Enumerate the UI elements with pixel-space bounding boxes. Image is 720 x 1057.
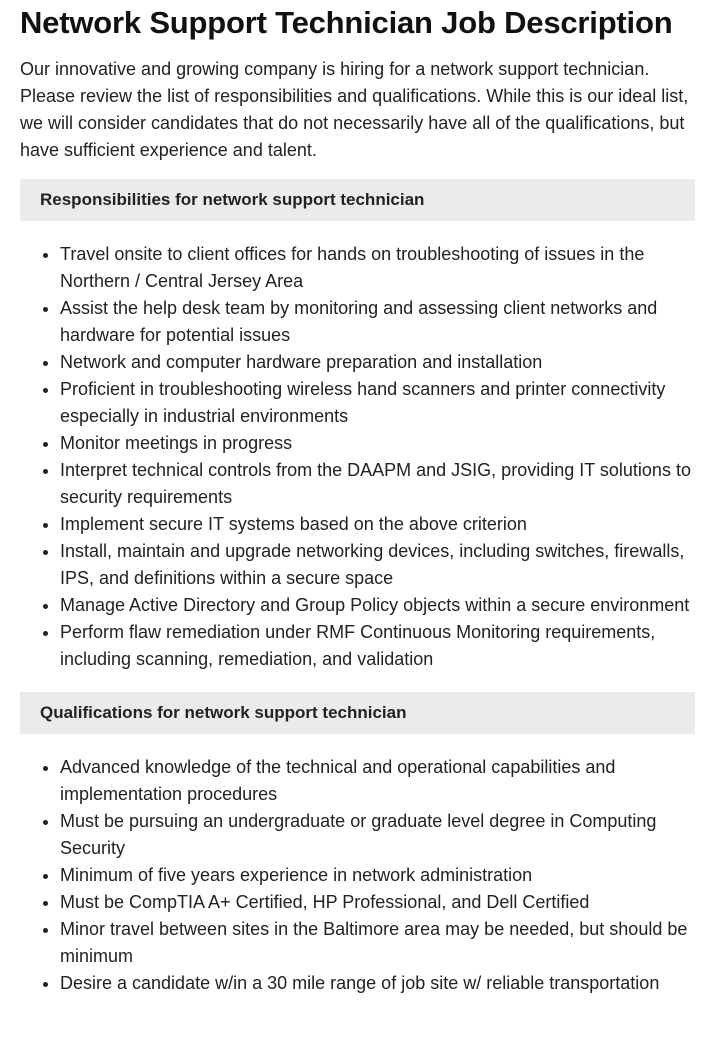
qualifications-list (20, 754, 695, 997)
list-item: • Minor travel between sites in the Baltimore area may be needed, but should be minimum (60, 916, 695, 970)
list-item: • Assist the help desk team by monitoring and assessing client networks and hardware for potential issues (60, 295, 695, 349)
list-item: • Network and computer hardware preparation and installation (60, 349, 695, 376)
list-item: • Desire a candidate w/in a 30 mile range of job site w/ reliable transportation (60, 970, 695, 997)
list-item: • Must be pursuing an undergraduate or graduate level degree in Computing Security (60, 808, 695, 862)
list-item: • Install, maintain and upgrade networking devices, including switches, firewalls, IPS, and definitions within a secure space (60, 538, 695, 592)
list-item: • Advanced knowledge of the technical and operational capabilities and implementation procedures (60, 754, 695, 808)
list-item: • Manage Active Directory and Group Policy objects within a secure environment (60, 592, 695, 619)
list-item: • Must be CompTIA A+ Certified, HP Professional, and Dell Certified (60, 889, 695, 916)
list-item: • Implement secure IT systems based on the above criterion (60, 511, 695, 538)
list-item: • Perform flaw remediation under RMF Continuous Monitoring requirements, including scanning, remediation, and validation (60, 619, 695, 673)
responsibilities-heading: Responsibilities for network support technician (20, 179, 695, 221)
qualifications-heading: Qualifications for network support technician (20, 692, 695, 734)
list-item: • Proficient in troubleshooting wireless hand scanners and printer connectivity especially in industrial environments (60, 376, 695, 430)
intro-paragraph: Our innovative and growing company is hiring for a network support technician. Please review the list of responsibilities and qualifications. While this is our ideal list, we will consider candidates that do not necessarily have all of the qualifications, but have sufficient experience and talent. (20, 59, 689, 160)
page-title: Network Support Technician Job Description (20, 5, 673, 40)
list-item: • Minimum of five years experience in network administration (60, 862, 695, 889)
list-item: • Interpret technical controls from the DAAPM and JSIG, providing IT solutions to security requirements (60, 457, 695, 511)
list-item: • Travel onsite to client offices for hands on troubleshooting of issues in the Northern / Central Jersey Area (60, 241, 695, 295)
responsibilities-list (20, 241, 695, 673)
list-item: • Monitor meetings in progress (60, 430, 695, 457)
